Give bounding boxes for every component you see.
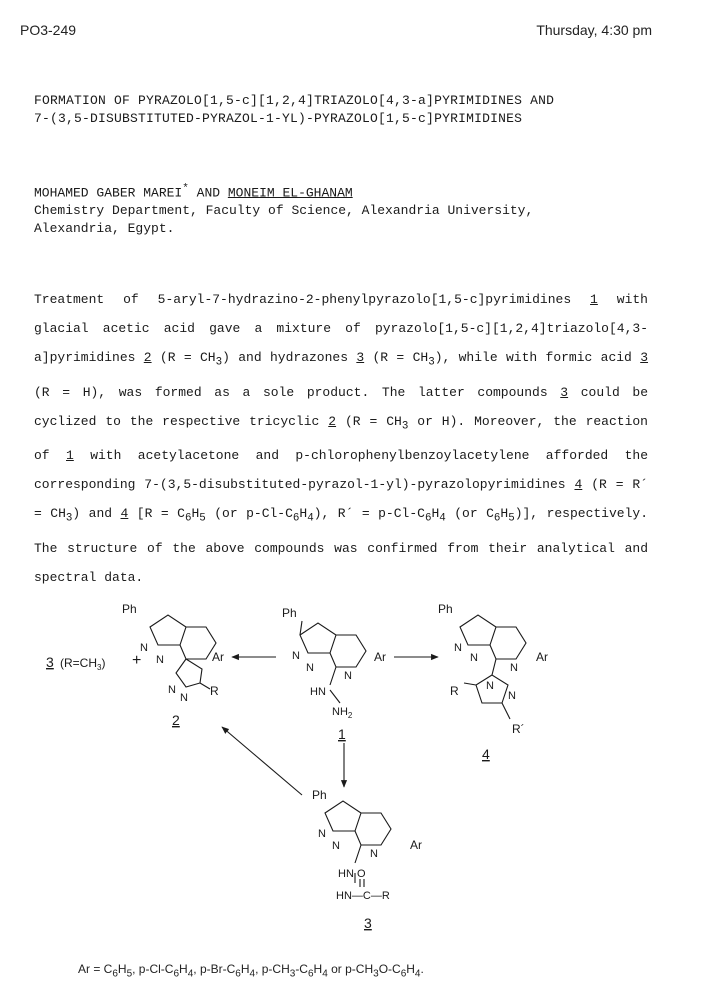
compound-ref: 3	[356, 350, 365, 365]
n-label: N	[486, 680, 494, 692]
hn-label: HN	[310, 686, 326, 698]
abstract-text: Treatment of 5-aryl-7-hydrazino-2-phenylpyrazolo[1,5-c]pyrimidines	[34, 292, 572, 307]
n-label: N	[470, 652, 478, 664]
compound-ref: 3	[560, 384, 569, 400]
plus-sign: +	[132, 652, 142, 669]
subscript: 5	[199, 512, 206, 525]
n-label: N	[140, 642, 148, 654]
n-label: N	[508, 690, 516, 702]
abstract-text: H	[299, 506, 308, 522]
subscript: 4	[322, 968, 328, 980]
nh2-label: $NH_2$	[332, 706, 353, 720]
structure-compound-2	[150, 615, 216, 689]
arrow-cyclization	[222, 727, 302, 795]
subscript: 5	[126, 968, 133, 980]
byproduct-condition: $(R=CH_3)$	[60, 656, 106, 672]
abstract-text: (or C	[445, 506, 494, 522]
byproduct-number: 3	[46, 654, 54, 670]
footer-text: , p-Cl-C	[132, 962, 174, 976]
subscript: 3	[65, 512, 73, 525]
r-prime-label: R´	[512, 722, 525, 736]
footer-text: H	[117, 962, 127, 976]
author-1: MOHAMED GABER MAREI	[34, 185, 183, 201]
abstract-text: (R = H), was formed as a sole product. The latter compounds	[34, 384, 561, 400]
compound-number-2: 2	[172, 712, 180, 728]
abstract-text: (R = R´ = CH	[34, 477, 648, 522]
footer-text: .	[420, 962, 424, 976]
abstract-text: H	[191, 506, 200, 522]
session-time: Thursday, 4:30 pm	[536, 22, 652, 38]
ph-label: Ph	[122, 602, 137, 616]
ar-label: Ar	[374, 650, 386, 664]
compound-ref: 1	[590, 292, 598, 307]
abstract-text: with glacial acetic acid gave a mixture of pyrazolo[1,5-c][1,2,4]triazolo[4,3-a]pyrimidines	[34, 292, 648, 365]
n-label: N	[332, 840, 340, 852]
abstract-text: ), R´ = p-Cl-C	[313, 506, 425, 522]
subscript: 6	[235, 968, 241, 980]
subscript: 3	[373, 968, 379, 980]
subscript: 4	[307, 512, 314, 525]
subscript: 4	[249, 968, 256, 980]
compound-ref: 2	[328, 413, 337, 429]
abstract-text: (or p-Cl-C	[205, 506, 293, 522]
ph-label: Ph	[282, 606, 297, 620]
subscript: 6	[400, 968, 407, 980]
corresponding-mark: *	[182, 183, 189, 195]
n-label: N	[344, 670, 352, 682]
compound-number-1: 1	[338, 726, 346, 742]
subscript: 4	[439, 512, 446, 525]
compound-number-4: 4	[482, 746, 490, 762]
hydrazone-tail-label: HN—C—R	[336, 890, 390, 902]
abstract-text: or H). Moreover, the reaction of	[34, 413, 648, 464]
author-block	[34, 180, 674, 238]
subscript: 3	[401, 420, 409, 433]
footer-text: H	[313, 962, 323, 976]
footer-text: H	[406, 962, 415, 976]
n-label: N	[510, 662, 518, 674]
subscript: 6	[493, 512, 501, 525]
aryl-definitions	[78, 962, 424, 979]
abstract-text: could be cyclized to the respective tricyclic	[34, 384, 649, 429]
abstract-text: ) and hydrazones	[222, 350, 357, 365]
subscript: 3	[428, 356, 435, 369]
abstract-text: )], respectively. The structure of the above compounds was confirmed from their analytical and spectral data.	[34, 506, 648, 585]
subscript: 3	[289, 968, 296, 980]
footer-text: or p-CH	[327, 962, 374, 976]
footer-text: H	[240, 962, 250, 976]
n-label: N	[454, 642, 462, 654]
subscript: 6	[184, 512, 192, 525]
compound-ref: 1	[66, 448, 74, 464]
footer-text: , p-Br-C	[193, 962, 236, 976]
subscript: 6	[173, 968, 180, 980]
abstract-text: H	[431, 506, 440, 522]
author-line	[34, 180, 674, 202]
compound-ref: 4	[574, 477, 583, 493]
n-label: N	[318, 828, 326, 840]
n-label: N	[292, 650, 300, 662]
subscript: 4	[187, 968, 194, 980]
affiliation-line-1: Chemistry Department, Faculty of Science, Alexandria University,	[34, 203, 534, 219]
title-line-2: 7-(3,5-DISUBSTITUTED-PYRAZOL-1-YL)-PYRAZOLO[1,5-c]PYRIMIDINES	[34, 111, 523, 126]
affiliation-line-2: Alexandria, Egypt.	[34, 221, 175, 237]
subscript: 5	[508, 512, 515, 525]
n-label: N	[370, 848, 378, 860]
ph-label: Ph	[312, 788, 327, 802]
subscript: 6	[292, 512, 300, 525]
abstract-text: (R = CH	[364, 350, 429, 365]
n-label: N	[180, 692, 188, 704]
footer-text: H	[179, 962, 188, 976]
reaction-scheme	[0, 595, 704, 935]
hn-label: HN	[338, 868, 354, 880]
author-2: MONEIM EL-GHANAM	[227, 185, 353, 201]
subscript: 6	[307, 968, 314, 980]
subscript: 4	[414, 968, 421, 980]
ph-label: Ph	[438, 602, 453, 616]
r-label: R	[450, 684, 459, 698]
author-and: AND	[188, 185, 228, 201]
abstract	[34, 285, 648, 592]
title-line-1: FORMATION OF PYRAZOLO[1,5-c][1,2,4]TRIAZOLO[4,3-a]PYRIMIDINES AND	[34, 93, 555, 108]
r-label: R	[210, 684, 219, 698]
ar-label: Ar	[212, 650, 224, 664]
abstract-text: with acetylacetone and p-chlorophenylbenzoylacetylene afforded the corresponding 7-(3,5-disubstituted-pyrazol-1-yl)-pyrazolopyrimidines	[34, 448, 649, 493]
n-label: N	[156, 654, 164, 666]
abstract-text: (R = CH	[151, 350, 216, 365]
n-label: N	[306, 662, 314, 674]
compound-ref: 4	[120, 506, 129, 522]
abstract-text: [R = C	[128, 506, 185, 522]
session-code: PO3-249	[20, 22, 77, 38]
abstract-text: ) and	[72, 506, 121, 522]
compound-ref: 2	[143, 350, 152, 365]
footer-text: , p-CH	[255, 962, 290, 976]
n-label: N	[168, 684, 176, 696]
subscript: 3	[215, 356, 223, 369]
footer-text: Ar = C	[78, 962, 113, 976]
carbonyl-o-label: O	[357, 868, 366, 880]
abstract-text: H	[500, 506, 509, 522]
subscript: 6	[424, 512, 432, 525]
compound-ref: 3	[640, 350, 649, 365]
abstract-text: ), while with formic acid	[434, 350, 641, 365]
footer-text: -C	[295, 962, 308, 976]
compound-number-3: 3	[364, 915, 372, 931]
ar-label: Ar	[410, 838, 422, 852]
subscript: 6	[112, 968, 118, 980]
abstract-text: (R = CH	[336, 413, 402, 429]
paper-title	[34, 92, 674, 128]
footer-text: O-C	[378, 962, 401, 976]
ar-label: Ar	[536, 650, 548, 664]
